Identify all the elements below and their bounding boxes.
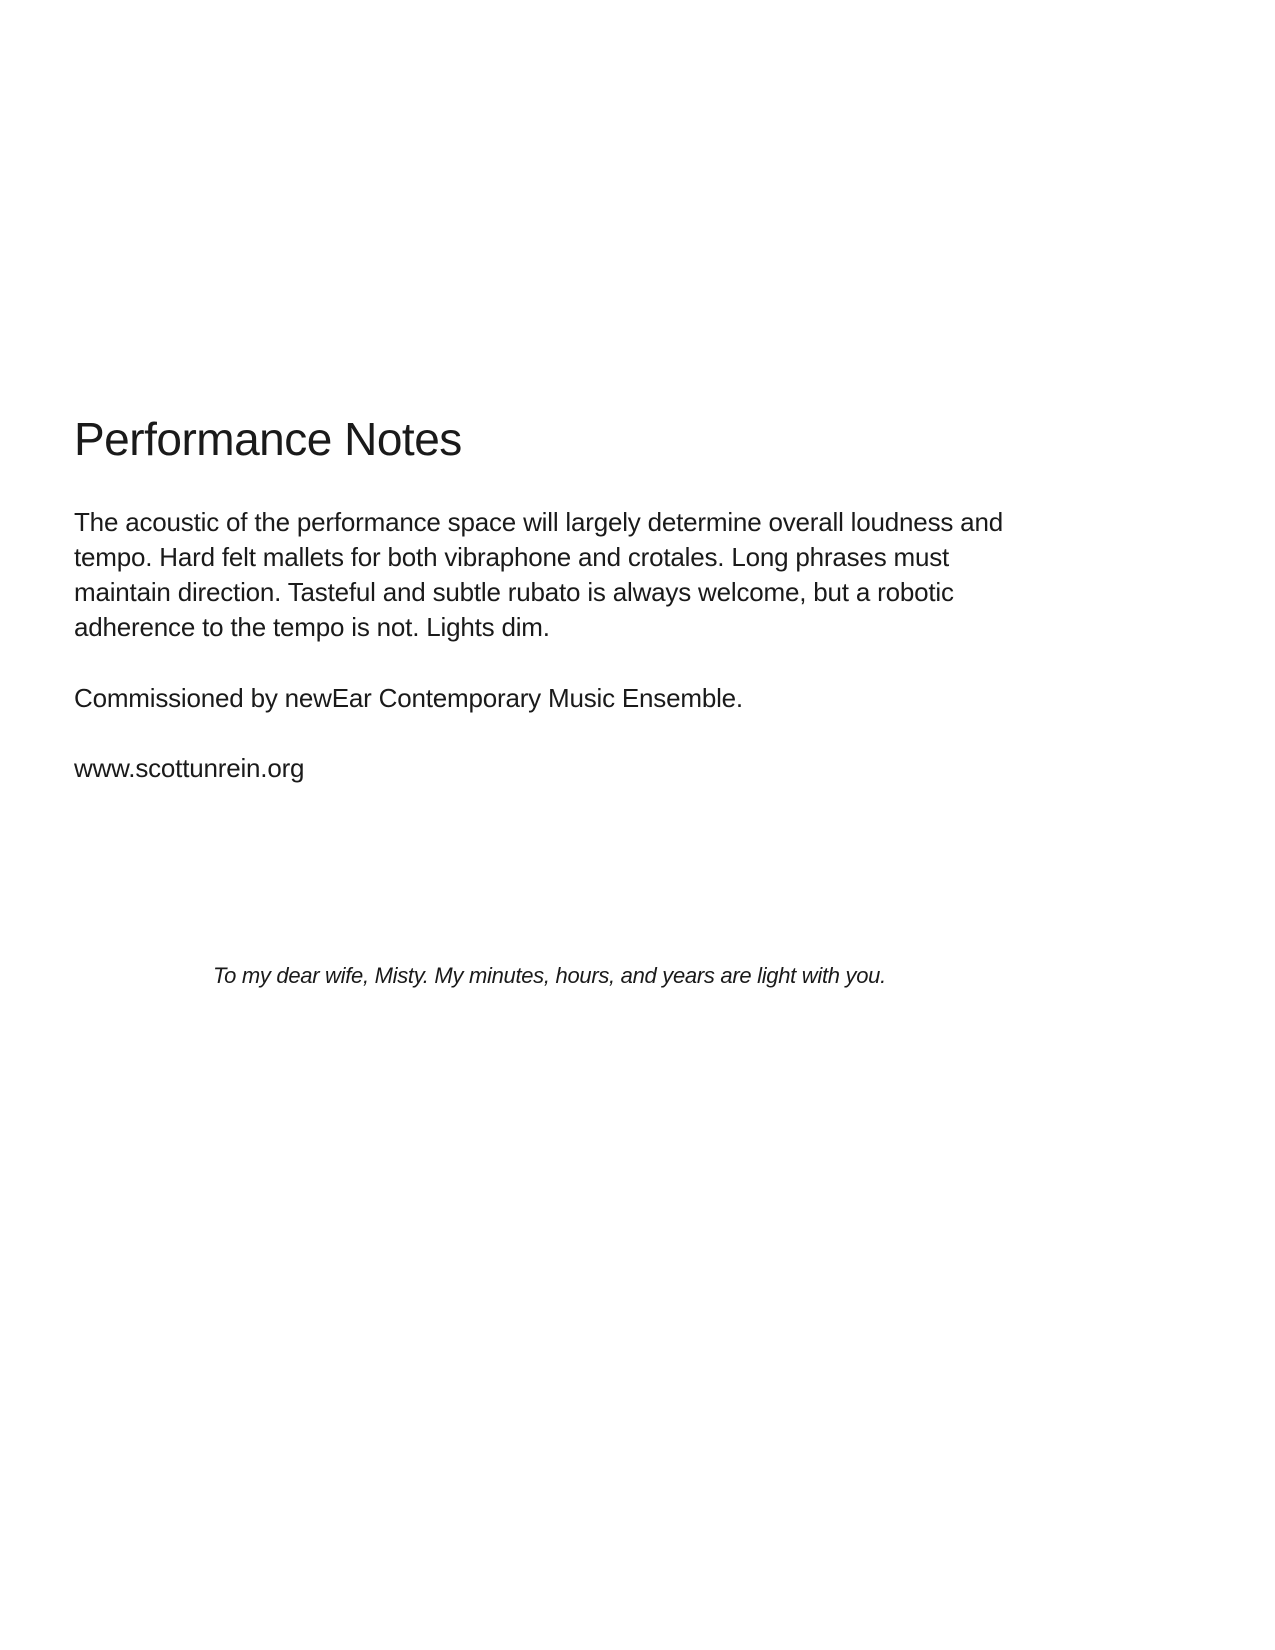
website-text: www.scottunrein.org	[74, 753, 305, 783]
commission-line: Commissioned by newEar Contemporary Music Ensemble.	[74, 683, 743, 713]
performance-notes-paragraph: The acoustic of the performance space will largely determine overall loudness and tempo. Hard felt mallets for both vibraphone and crotales. Long phrases must maintain direction. Tasteful and subtle rubato is always welcome, but a robotic adherence to the tempo is not. Lights dim.	[74, 507, 1003, 642]
dedication-line: To my dear wife, Misty. My minutes, hours, and years are light with you.	[213, 963, 886, 988]
page-title: Performance Notes	[74, 413, 462, 465]
